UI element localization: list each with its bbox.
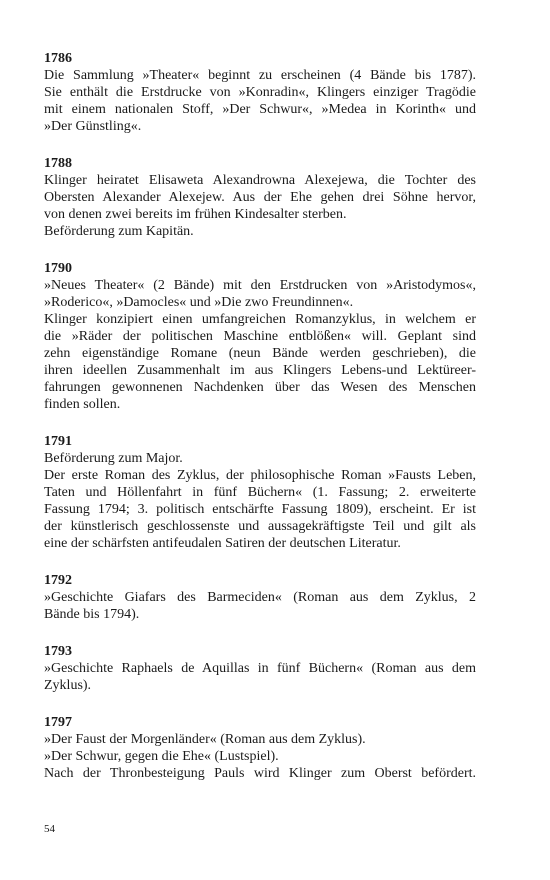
chronology-entry-1792 <box>44 572 476 623</box>
entry-year: 1788 <box>44 156 72 171</box>
entry-text-line: Klinger konzipiert einen umfangreichen Romanzyklus, in welchem er <box>44 312 476 327</box>
entry-text-line: von denen zwei bereits im frühen Kindesalter sterben. <box>44 207 347 222</box>
entry-year: 1797 <box>44 715 72 730</box>
entry-text-line: fahrungen gewonnenen Nachdenken über das Wesen des Menschen <box>44 380 476 395</box>
entry-text-line: Klinger heiratet Elisaweta Alexandrowna Alexejewa, die Tochter des <box>44 173 476 188</box>
chronology-entry-1790 <box>44 260 476 413</box>
entry-text-line: »Der Schwur, gegen die Ehe« (Lustspiel). <box>44 749 279 764</box>
entry-text-line: der künstlerisch geschlossenste und aussagekräftigste Teil und gilt als <box>44 519 476 534</box>
entry-year: 1793 <box>44 644 72 659</box>
entry-text-line: zehn eigenständige Romane (neun Bände werden geschrieben), die <box>44 346 476 361</box>
entry-text-line: »Der Faust der Morgenländer« (Roman aus dem Zyklus). <box>44 732 366 747</box>
chronology-page <box>44 50 476 802</box>
entry-year: 1786 <box>44 51 72 66</box>
entry-text-line: mit einem nationalen Stoff, »Der Schwur«, »Medea in Korinth« und <box>44 102 476 117</box>
entry-text-line: Nach der Thronbesteigung Pauls wird Klinger zum Oberst befördert. <box>44 766 476 781</box>
entry-text-line: finden sollen. <box>44 397 121 412</box>
entry-year: 1790 <box>44 261 72 276</box>
chronology-entry-1797 <box>44 714 476 782</box>
entry-text-line: Fassung 1794; 3. politisch entschärfte Fassung 1809), erscheint. Er ist <box>44 502 476 517</box>
entry-text-line: »Neues Theater« (2 Bände) mit den Erstdrucken von »Aristodymos«, <box>44 278 476 293</box>
page-number: 54 <box>44 823 55 835</box>
entry-text-line: »Der Günstling«. <box>44 119 142 134</box>
entry-text-line: Die Sammlung »Theater« beginnt zu erscheinen (4 Bände bis 1787). <box>44 68 476 83</box>
entry-text-line: Zyklus). <box>44 678 92 693</box>
entry-text-line: »Geschichte Raphaels de Aquillas in fünf Büchern« (Roman aus dem <box>44 661 476 676</box>
entry-text-line: Der erste Roman des Zyklus, der philosophische Roman »Fausts Leben, <box>44 468 476 483</box>
entry-text-line: Beförderung zum Kapitän. <box>44 224 194 239</box>
entry-text-line: ihren ideellen Zusammenhalt im aus Klingers Lebens-und Lektüreer- <box>44 363 476 378</box>
entry-text-line: eine der schärfsten antifeudalen Satiren der deutschen Literatur. <box>44 536 401 551</box>
entry-text-line: Beförderung zum Major. <box>44 451 183 466</box>
chronology-entry-1788 <box>44 155 476 240</box>
entry-text-line: Bände bis 1794). <box>44 607 140 622</box>
entry-text-line: »Geschichte Giafars des Barmeciden« (Roman aus dem Zyklus, 2 <box>44 590 476 605</box>
entry-text-line: Sie enthält die Erstdrucke von »Konradin«, Klingers einziger Tragödie <box>44 85 476 100</box>
entry-text-line: Obersten Alexander Alexejew. Aus der Ehe gehen drei Söhne hervor, <box>44 190 476 205</box>
chronology-entry-1786 <box>44 50 476 135</box>
entry-year: 1792 <box>44 573 72 588</box>
chronology-entry-1793 <box>44 643 476 694</box>
entry-text-line: Taten und Höllenfahrt in fünf Büchern« (1. Fassung; 2. erweiterte <box>44 485 476 500</box>
entry-year: 1791 <box>44 434 72 449</box>
chronology-entry-1791 <box>44 433 476 552</box>
entry-text-line: die »Räder der politischen Maschine entblößen« will. Geplant sind <box>44 329 476 344</box>
entry-text-line: »Roderico«, »Damocles« und »Die zwo Freundinnen«. <box>44 295 354 310</box>
